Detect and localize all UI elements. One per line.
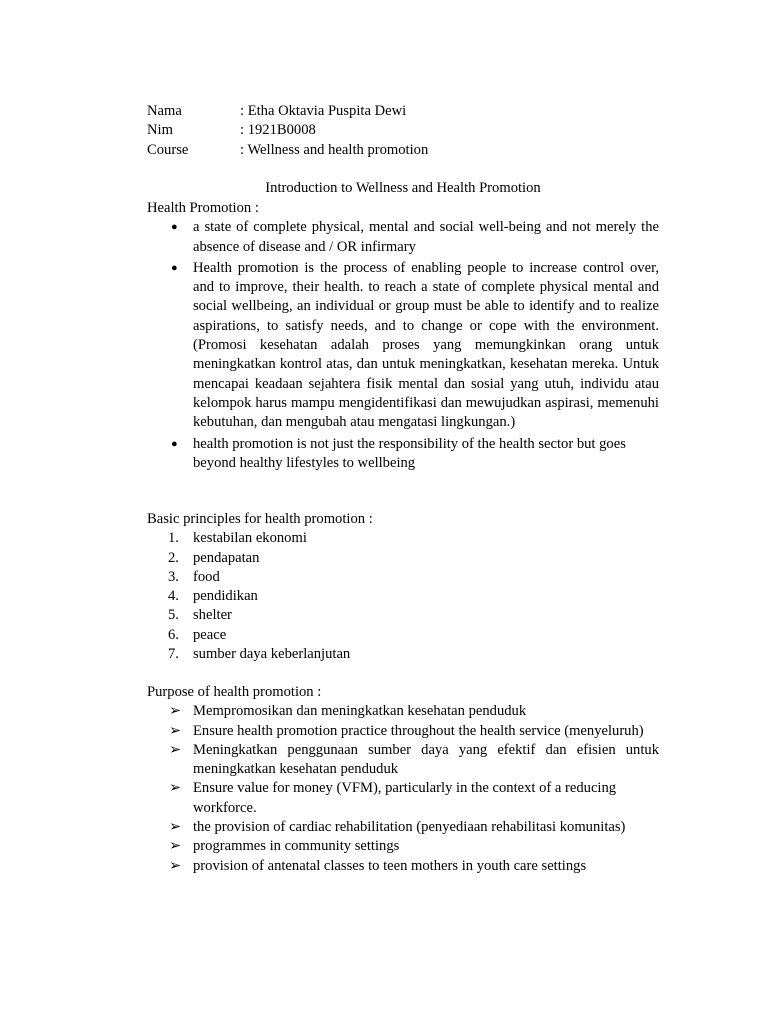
list-item-text: peace bbox=[193, 626, 227, 643]
list-item-text: food bbox=[193, 568, 220, 585]
info-value: : 1921B0008 bbox=[240, 122, 316, 139]
purpose-section bbox=[147, 683, 659, 876]
list-item-text: health promotion is not just the responsibility of the health sector but goes beyond healthy lifestyles to wellbeing bbox=[193, 435, 626, 471]
list-item bbox=[147, 626, 659, 645]
list-item bbox=[147, 529, 659, 548]
list-item-text: sumber daya keberlanjutan bbox=[193, 646, 351, 663]
principles-list bbox=[147, 529, 659, 664]
list-item-text: Ensure health promotion practice throughout the health service (menyeluruh) bbox=[193, 722, 644, 739]
list-item bbox=[147, 435, 659, 474]
list-item-text: the provision of cardiac rehabilitation (penyediaan rehabilitasi komunitas) bbox=[193, 819, 626, 836]
info-value: : Wellness and health promotion bbox=[240, 141, 429, 158]
list-number: 7. bbox=[168, 646, 179, 663]
list-item bbox=[147, 587, 659, 606]
list-item bbox=[147, 606, 659, 625]
list-item-text: pendapatan bbox=[193, 549, 260, 566]
bullet-icon: ● bbox=[171, 261, 178, 274]
purpose-list bbox=[147, 702, 659, 876]
list-item bbox=[147, 218, 659, 257]
info-label: Nim bbox=[147, 122, 173, 139]
list-number: 1. bbox=[168, 530, 179, 547]
list-item bbox=[147, 568, 659, 587]
list-item bbox=[147, 741, 659, 780]
student-info bbox=[147, 102, 659, 160]
list-item bbox=[147, 259, 659, 433]
info-row-course bbox=[147, 141, 659, 160]
list-number: 3. bbox=[168, 568, 179, 585]
list-item bbox=[147, 857, 659, 876]
list-number: 4. bbox=[168, 588, 179, 605]
list-item-text: shelter bbox=[193, 607, 232, 624]
list-number: 6. bbox=[168, 626, 179, 643]
list-item-text: Health promotion is the process of enabling people to increase control over, and to improve, their health. to reach a state of complete physical mental and social wellbeing, an individual or group must be able to identify and to realize aspirations, to satisfy needs, and to change or cope with the environment. (Promosi kesehatan adalah proses yang memungkinkan orang untuk meningkatkan kontrol atas, dan untuk meningkatkan, kesehatan mereka. Untuk mencapai keadaan sejahtera fisik mental dan sosial yang utuh, individu atau kelompok harus mampu mengidentifikasi dan mewujudkan aspirasi, memenuhi kebutuhan, dan mengubah atau mengatasi lingkungan.) bbox=[193, 259, 659, 431]
list-item bbox=[147, 702, 659, 721]
list-item-text: programmes in community settings bbox=[193, 838, 400, 855]
health-promotion-list bbox=[147, 218, 659, 473]
arrow-bullet-icon: ➢ bbox=[169, 780, 182, 797]
list-number: 5. bbox=[168, 607, 179, 624]
principles-section bbox=[147, 510, 659, 664]
list-item-text: Meningkatkan penggunaan sumber daya yang efektif dan efisien untuk meningkatkan kesehatan penduduk bbox=[193, 741, 659, 778]
section-heading: Basic principles for health promotion : bbox=[147, 511, 373, 527]
section-heading: Health Promotion : bbox=[147, 200, 259, 216]
list-item bbox=[147, 818, 659, 837]
document-title: Introduction to Wellness and Health Promotion bbox=[265, 180, 541, 196]
arrow-bullet-icon: ➢ bbox=[169, 857, 182, 874]
list-item bbox=[147, 722, 659, 741]
bullet-icon: ● bbox=[171, 437, 178, 450]
arrow-bullet-icon: ➢ bbox=[169, 819, 182, 836]
arrow-bullet-icon: ➢ bbox=[169, 703, 182, 720]
arrow-bullet-icon: ➢ bbox=[169, 838, 182, 855]
info-label: Nama bbox=[147, 103, 182, 119]
health-promotion-section bbox=[147, 199, 659, 473]
list-item-text: Ensure value for money (VFM), particularly in the context of a reducing workforce. bbox=[193, 780, 617, 816]
info-row-nama bbox=[147, 102, 659, 121]
arrow-bullet-icon: ➢ bbox=[169, 722, 182, 739]
info-value: : Etha Oktavia Puspita Dewi bbox=[240, 103, 407, 119]
list-item-text: kestabilan ekonomi bbox=[193, 530, 307, 547]
arrow-bullet-icon: ➢ bbox=[169, 741, 182, 758]
bullet-icon: ● bbox=[171, 221, 178, 234]
list-item-text: Mempromosikan dan meningkatkan kesehatan penduduk bbox=[193, 703, 527, 720]
list-item bbox=[147, 549, 659, 568]
list-item-text: pendidikan bbox=[193, 588, 258, 605]
list-item-text: provision of antenatal classes to teen mothers in youth care settings bbox=[193, 857, 587, 874]
list-number: 2. bbox=[168, 549, 179, 566]
info-label: Course bbox=[147, 141, 189, 158]
info-row-nim bbox=[147, 121, 659, 140]
list-item-text: a state of complete physical, mental and social well-being and not merely the absence of disease and / OR infirmary bbox=[193, 219, 659, 255]
section-heading: Purpose of health promotion : bbox=[147, 684, 322, 700]
list-item bbox=[147, 645, 659, 664]
list-item bbox=[147, 837, 659, 856]
list-item bbox=[147, 779, 659, 818]
